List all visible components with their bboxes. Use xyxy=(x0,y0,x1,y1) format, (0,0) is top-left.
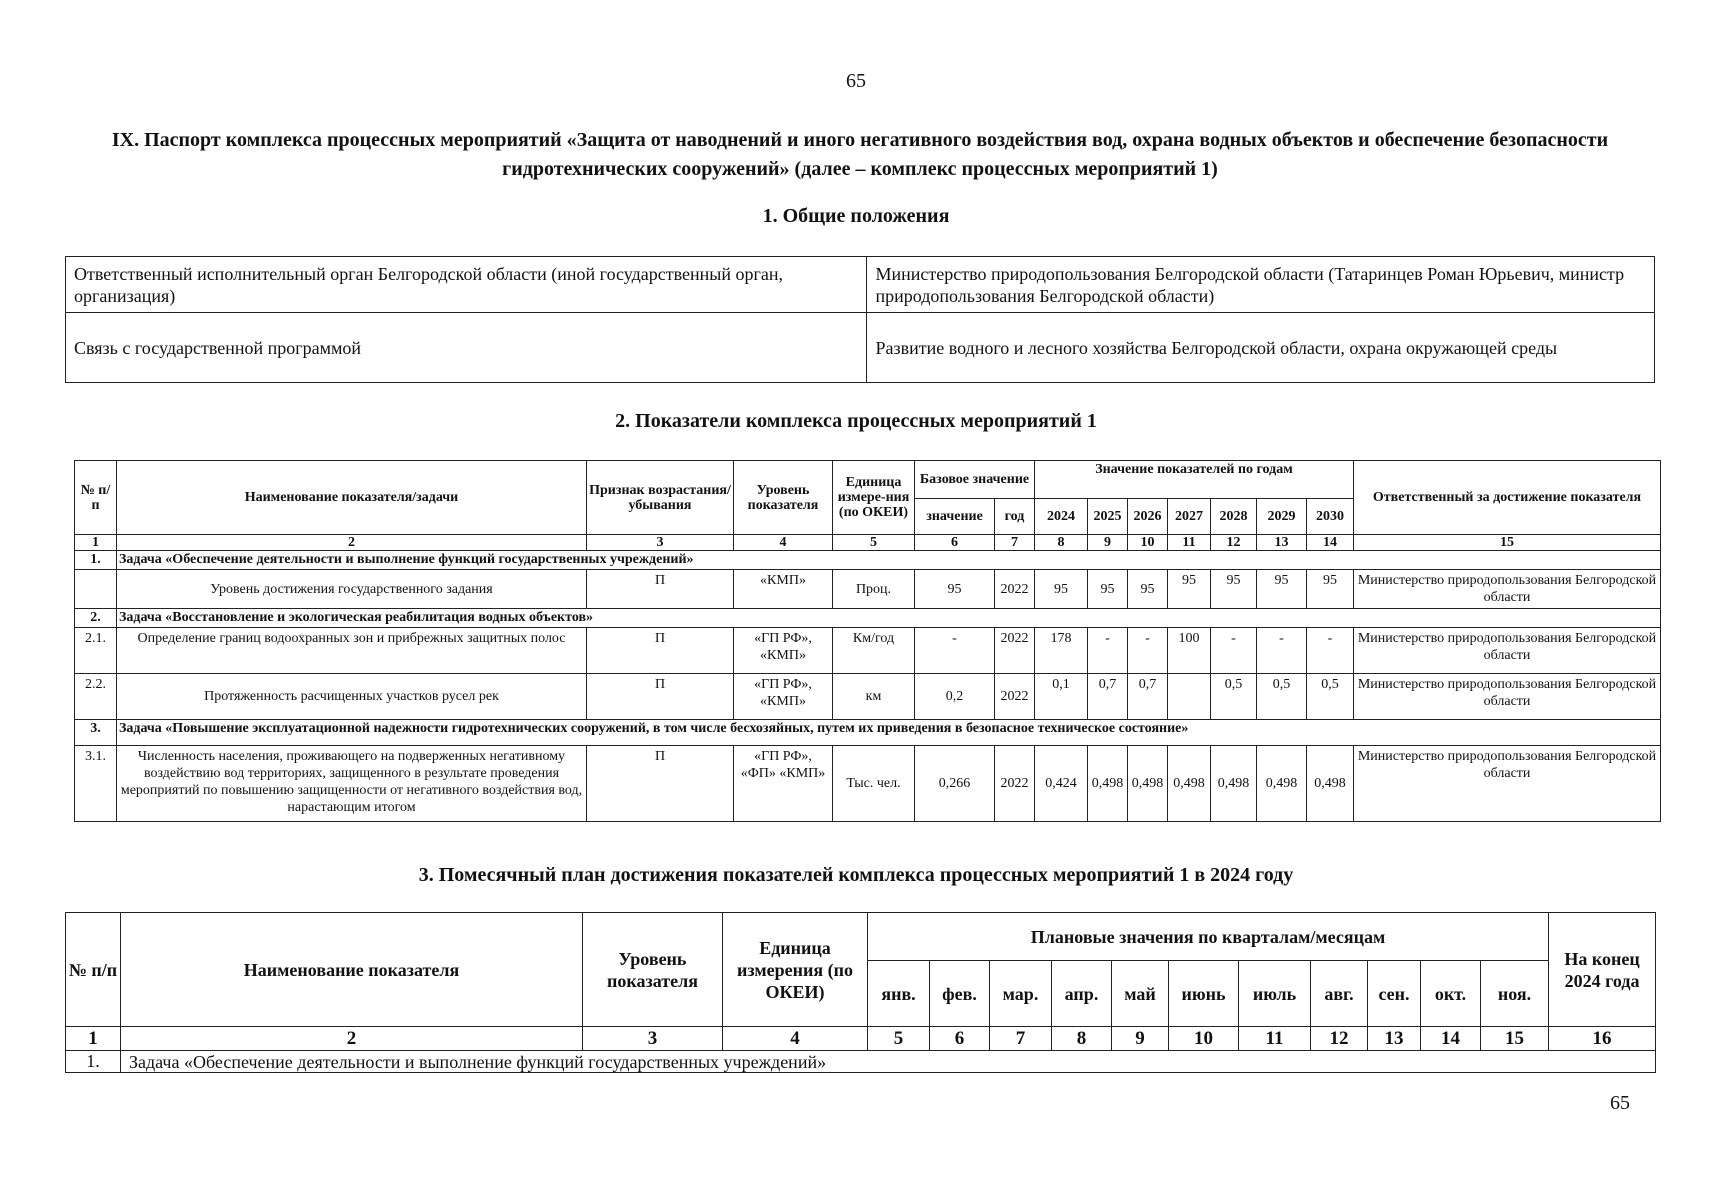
base-year: 2022 xyxy=(995,628,1035,674)
column-number: 5 xyxy=(833,535,915,551)
year-value: 0,498 xyxy=(1168,746,1211,822)
header-month: июль xyxy=(1239,961,1311,1027)
year-value: 0,7 xyxy=(1088,674,1128,720)
header-level: Уровень показателя xyxy=(734,461,833,535)
table-cell-value: Министерство природопользования Белгородской области (Татаринцев Роман Юрьевич, министр природопользования Белгородской области) xyxy=(867,257,1655,313)
header-month: ноя. xyxy=(1481,961,1549,1027)
column-number: 3 xyxy=(587,535,734,551)
task-title: Задача «Восстановление и экологическая реабилитация водных объектов» xyxy=(117,609,1661,628)
base-year: 2022 xyxy=(995,746,1035,822)
indicator-sign: П xyxy=(587,570,734,609)
column-number: 1 xyxy=(75,535,117,551)
base-year: 2022 xyxy=(995,674,1035,720)
header-unit: Единица измерения (по ОКЕИ) xyxy=(723,913,868,1027)
row-number: 2.1. xyxy=(75,628,117,674)
year-value: 95 xyxy=(1307,570,1354,609)
year-value: 0,5 xyxy=(1307,674,1354,720)
header-month: фев. xyxy=(930,961,990,1027)
base-value: - xyxy=(915,628,995,674)
indicator-unit: Км/год xyxy=(833,628,915,674)
header-month: сен. xyxy=(1368,961,1421,1027)
row-number: 2.2. xyxy=(75,674,117,720)
task-row xyxy=(75,720,1661,746)
indicator-name: Протяженность расчищенных участков русел рек xyxy=(117,674,587,720)
task-number: 2. xyxy=(75,609,117,628)
year-value: 95 xyxy=(1035,570,1088,609)
section2-title: 2. Показатели комплекса процессных мероприятий 1 xyxy=(615,410,1097,432)
year-value: - xyxy=(1307,628,1354,674)
section3-title: 3. Помесячный план достижения показателей комплекса процессных мероприятий 1 в 2024 году xyxy=(418,864,1294,886)
column-number: 15 xyxy=(1354,535,1661,551)
header-responsible: Ответственный за достижение показателя xyxy=(1354,461,1661,535)
column-number: 12 xyxy=(1311,1027,1368,1051)
responsible: Министерство природопользования Белгородской области xyxy=(1354,570,1661,609)
table-row xyxy=(75,674,1661,720)
indicator-level: «ГП РФ», «ФП» «КМП» xyxy=(734,746,833,822)
column-number: 9 xyxy=(1088,535,1128,551)
column-number: 7 xyxy=(995,535,1035,551)
header-no: № п/п xyxy=(75,461,117,535)
column-number: 10 xyxy=(1128,535,1168,551)
year-value: 178 xyxy=(1035,628,1088,674)
section1-title: 1. Общие положения xyxy=(762,205,950,227)
column-number: 2 xyxy=(121,1027,583,1051)
year-value: 100 xyxy=(1168,628,1211,674)
column-number: 14 xyxy=(1421,1027,1481,1051)
page-number-top: 65 xyxy=(846,70,866,92)
column-number: 4 xyxy=(734,535,833,551)
indicator-level: «ГП РФ», «КМП» xyxy=(734,674,833,720)
task-title: Задача «Повышение эксплуатационной надежности гидротехнических сооружений, в том числе бесхозяйных, путем их приведения в безопасное техническое состояние» xyxy=(117,720,1661,746)
year-value: 0,498 xyxy=(1211,746,1257,822)
header-year: 2029 xyxy=(1257,499,1307,535)
base-value: 95 xyxy=(915,570,995,609)
column-number: 3 xyxy=(583,1027,723,1051)
year-value: 0,498 xyxy=(1088,746,1128,822)
indicator-name: Уровень достижения государственного задания xyxy=(117,570,587,609)
year-value: 0,498 xyxy=(1257,746,1307,822)
task-number: 1. xyxy=(66,1051,121,1073)
column-number: 14 xyxy=(1307,535,1354,551)
header-month: авг. xyxy=(1311,961,1368,1027)
column-number: 15 xyxy=(1481,1027,1549,1051)
task-title: Задача «Обеспечение деятельности и выполнение функций государственных учреждений» xyxy=(121,1051,1656,1073)
header-month: окт. xyxy=(1421,961,1481,1027)
header-no: № п/п xyxy=(66,913,121,1027)
year-value: - xyxy=(1211,628,1257,674)
indicator-name: Численность населения, проживающего на подверженных негативному воздействию вод территориях, защищенного в результате проведения мероприятий по повышению защищенности от негативного воздействия вод, нарастающим итогом xyxy=(117,746,587,822)
task-title: Задача «Обеспечение деятельности и выполнение функций государственных учреждений» xyxy=(117,551,1661,570)
year-value: 95 xyxy=(1211,570,1257,609)
responsible: Министерство природопользования Белгородской области xyxy=(1354,674,1661,720)
indicator-unit: км xyxy=(833,674,915,720)
header-years-group: Значение показателей по годам xyxy=(1035,461,1354,499)
base-value: 0,2 xyxy=(915,674,995,720)
header-month: янв. xyxy=(868,961,930,1027)
header-plan: Плановые значения по кварталам/месяцам xyxy=(868,913,1549,961)
page-number-bottom: 65 xyxy=(1610,1092,1630,1114)
column-number: 8 xyxy=(1052,1027,1112,1051)
table-row xyxy=(66,313,1655,383)
row-number: 3.1. xyxy=(75,746,117,822)
year-value: 0,498 xyxy=(1128,746,1168,822)
column-number: 6 xyxy=(930,1027,990,1051)
year-value: 0,5 xyxy=(1211,674,1257,720)
table-cell-value: Развитие водного и лесного хозяйства Белгородской области, охрана окружающей среды xyxy=(867,313,1655,383)
table-row xyxy=(75,570,1661,609)
header-base: Базовое значение xyxy=(915,461,1035,499)
indicator-sign: П xyxy=(587,628,734,674)
year-value: 0,498 xyxy=(1307,746,1354,822)
year-value: - xyxy=(1088,628,1128,674)
year-value: 95 xyxy=(1257,570,1307,609)
year-value: 95 xyxy=(1168,570,1211,609)
header-base-value: значение xyxy=(915,499,995,535)
column-number: 2 xyxy=(117,535,587,551)
column-number: 8 xyxy=(1035,535,1088,551)
table-row xyxy=(75,746,1661,822)
header-month: май xyxy=(1112,961,1169,1027)
column-number: 7 xyxy=(990,1027,1052,1051)
task-number: 1. xyxy=(75,551,117,570)
year-value: 95 xyxy=(1128,570,1168,609)
indicator-sign: П xyxy=(587,674,734,720)
year-value: - xyxy=(1257,628,1307,674)
task-number: 3. xyxy=(75,720,117,746)
header-month: апр. xyxy=(1052,961,1112,1027)
year-value: 0,5 xyxy=(1257,674,1307,720)
indicators-table xyxy=(74,460,1661,822)
column-number: 16 xyxy=(1549,1027,1656,1051)
header-year: 2026 xyxy=(1128,499,1168,535)
year-value xyxy=(1168,674,1211,720)
year-value: - xyxy=(1128,628,1168,674)
column-number: 5 xyxy=(868,1027,930,1051)
table-cell-label: Связь с государственной программой xyxy=(66,313,867,383)
year-value: 95 xyxy=(1088,570,1128,609)
column-number: 6 xyxy=(915,535,995,551)
header-level: Уровень показателя xyxy=(583,913,723,1027)
year-value: 0,1 xyxy=(1035,674,1088,720)
page-title: IX. Паспорт комплекса процессных мероприятий «Защита от наводнений и иного негативного воздействия вод, охрана водных объектов и обеспечение безопасности гидротехнических сооружений» (далее – комплекс процессных мероприятий 1) xyxy=(111,129,1609,180)
task-row xyxy=(66,1051,1656,1073)
row-number xyxy=(75,570,117,609)
header-month: мар. xyxy=(990,961,1052,1027)
task-row xyxy=(75,609,1661,628)
header-year: 2024 xyxy=(1035,499,1088,535)
task-row xyxy=(75,551,1661,570)
column-number: 10 xyxy=(1169,1027,1239,1051)
header-unit: Единица измере-ния (по ОКЕИ) xyxy=(833,461,915,535)
table-row xyxy=(75,628,1661,674)
responsible: Министерство природопользования Белгородской области xyxy=(1354,746,1661,822)
header-month: июнь xyxy=(1169,961,1239,1027)
table-row xyxy=(66,257,1655,313)
indicator-unit: Проц. xyxy=(833,570,915,609)
header-year: 2028 xyxy=(1211,499,1257,535)
base-value: 0,266 xyxy=(915,746,995,822)
base-year: 2022 xyxy=(995,570,1035,609)
indicator-name: Определение границ водоохранных зон и прибрежных защитных полос xyxy=(117,628,587,674)
column-number: 11 xyxy=(1239,1027,1311,1051)
column-number: 1 xyxy=(66,1027,121,1051)
year-value: 0,7 xyxy=(1128,674,1168,720)
column-number: 13 xyxy=(1368,1027,1421,1051)
column-number: 12 xyxy=(1211,535,1257,551)
indicator-level: «ГП РФ», «КМП» xyxy=(734,628,833,674)
column-number: 4 xyxy=(723,1027,868,1051)
header-sign: Признак возрастания/ убывания xyxy=(587,461,734,535)
indicator-sign: П xyxy=(587,746,734,822)
table-cell-label: Ответственный исполнительный орган Белгородской области (иной государственный орган, организация) xyxy=(66,257,867,313)
header-year: 2025 xyxy=(1088,499,1128,535)
indicator-unit: Тыс. чел. xyxy=(833,746,915,822)
general-info-table xyxy=(65,256,1655,383)
responsible: Министерство природопользования Белгородской области xyxy=(1354,628,1661,674)
header-year: 2027 xyxy=(1168,499,1211,535)
indicator-level: «КМП» xyxy=(734,570,833,609)
column-number: 13 xyxy=(1257,535,1307,551)
header-year: 2030 xyxy=(1307,499,1354,535)
year-value: 0,424 xyxy=(1035,746,1088,822)
header-name: Наименование показателя xyxy=(121,913,583,1027)
column-number: 9 xyxy=(1112,1027,1169,1051)
monthly-plan-table xyxy=(65,912,1656,1073)
header-base-year: год xyxy=(995,499,1035,535)
column-number: 11 xyxy=(1168,535,1211,551)
header-name: Наименование показателя/задачи xyxy=(117,461,587,535)
header-end-of-year: На конец 2024 года xyxy=(1549,913,1656,1027)
